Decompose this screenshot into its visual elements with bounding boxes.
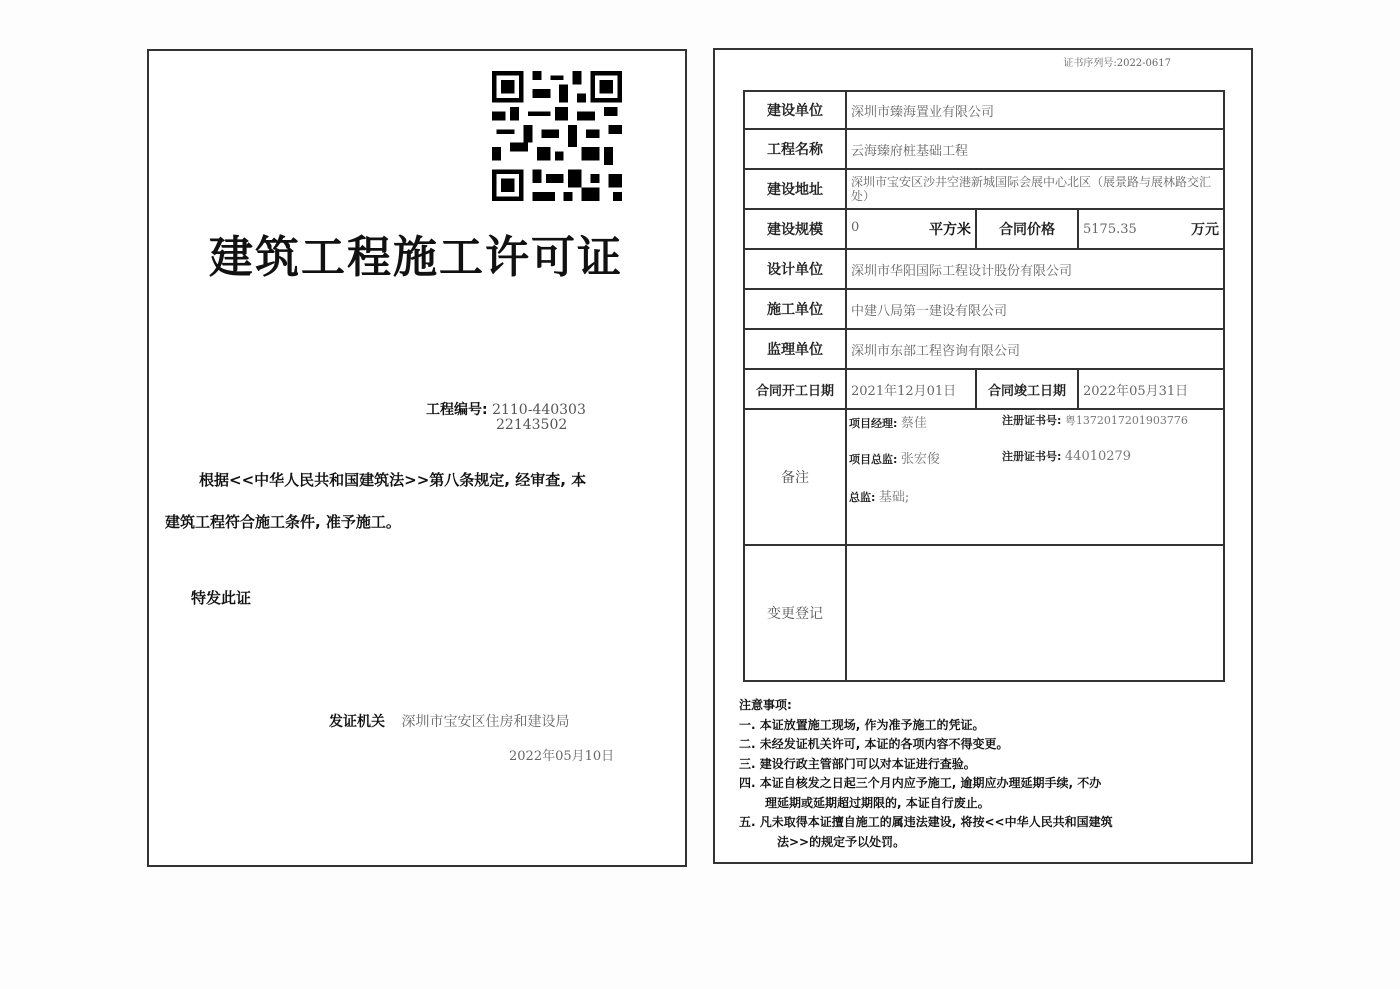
builder-value: 深圳市臻海置业有限公司 xyxy=(846,91,1224,129)
note-item: 五. 凡未取得本证擅自施工的属违法建设, 将按<<中华人民共和国建筑 xyxy=(739,815,1113,829)
chief-supervisor-cert: 注册证书号: 44010279 xyxy=(1002,449,1132,464)
start-date-value: 2021年12月01日 xyxy=(846,369,976,409)
notes-heading: 注意事项: xyxy=(739,698,792,712)
qr-code-icon xyxy=(492,71,622,201)
design-label: 设计单位 xyxy=(744,249,846,289)
scale-label: 建设规模 xyxy=(744,209,846,249)
address-label: 建设地址 xyxy=(744,169,846,209)
project-number-label: 工程编号: xyxy=(426,402,488,418)
permit-info-table xyxy=(743,90,1225,682)
scale-cell xyxy=(846,209,976,249)
table-row xyxy=(744,91,1224,129)
change-record-label: 变更登记 xyxy=(744,545,846,681)
issue-date: 2022年05月10日 xyxy=(509,749,615,764)
construction-value: 中建八局第一建设有限公司 xyxy=(846,289,1224,329)
project-manager-cert: 注册证书号: 粤1372017201903776 xyxy=(1002,414,1188,427)
table-row xyxy=(744,545,1224,681)
serial-value: 2022-0617 xyxy=(1116,58,1171,69)
table-row xyxy=(744,169,1224,209)
start-date-label: 合同开工日期 xyxy=(744,369,846,409)
note-item-continued: 理延期或延期超过期限的, 本证自行废止。 xyxy=(765,795,990,810)
address-value: 深圳市宝安区沙井空港新城国际会展中心北区（展景路与展林路交汇处） xyxy=(846,169,1224,209)
scale-unit: 平方米 xyxy=(929,222,971,238)
body-text-line-1: 根据<<中华人民共和国建筑法>>第八条规定, 经审查, 本 xyxy=(199,471,587,489)
scale-value: 0 xyxy=(851,220,860,235)
table-row xyxy=(744,129,1224,169)
note-item: 三. 建设行政主管部门可以对本证进行查验。 xyxy=(739,756,976,771)
serial-label: 证书序列号: xyxy=(1063,58,1117,69)
end-date-value: 2022年05月31日 xyxy=(1078,369,1224,409)
contract-price-unit: 万元 xyxy=(1165,209,1224,249)
serial-number xyxy=(1063,54,1171,69)
table-row xyxy=(744,369,1224,409)
table-row xyxy=(744,249,1224,289)
note-item-continued: 法>>的规定予以处罚。 xyxy=(777,834,906,849)
remarks-cell xyxy=(846,409,1224,545)
note-item: 四. 本证自核发之日起三个月内应予施工, 逾期应办理延期手续, 不办 xyxy=(739,776,1102,790)
chief-supervisor: 项目总监: 张宏俊 xyxy=(849,452,940,467)
permit-cover-page xyxy=(147,49,687,867)
design-value: 深圳市华阳国际工程设计股份有限公司 xyxy=(846,249,1224,289)
contract-price-value: 5175.35 xyxy=(1078,209,1165,249)
project-number xyxy=(426,399,586,433)
project-number-value-2: 22143502 xyxy=(496,417,568,433)
end-date-label: 合同竣工日期 xyxy=(976,369,1078,409)
issuer-label: 发证机关 xyxy=(329,714,385,730)
permit-details-page xyxy=(713,48,1253,864)
project-name-label: 工程名称 xyxy=(744,129,846,169)
supervision-value: 深圳市东部工程咨询有限公司 xyxy=(846,329,1224,369)
project-name-value: 云海臻府桩基础工程 xyxy=(846,129,1224,169)
remarks-label: 备注 xyxy=(744,409,846,545)
document-title: 建筑工程施工许可证 xyxy=(209,232,623,283)
project-number-value-1: 2110-440303 xyxy=(492,402,586,418)
table-row xyxy=(744,409,1224,545)
contract-price-label: 合同价格 xyxy=(976,209,1078,249)
issuing-authority xyxy=(329,711,569,731)
note-item: 二. 未经发证机关许可, 本证的各项内容不得变更。 xyxy=(739,737,1009,751)
construction-label: 施工单位 xyxy=(744,289,846,329)
body-text-line-2: 建筑工程符合施工条件, 准予施工。 xyxy=(165,513,401,531)
notes-section xyxy=(739,696,1113,852)
table-row xyxy=(744,329,1224,369)
change-record-value xyxy=(846,545,1224,681)
table-row xyxy=(744,289,1224,329)
note-item: 一. 本证放置施工现场, 作为准予施工的凭证。 xyxy=(739,717,985,732)
supervisor: 总监: 基础; xyxy=(849,490,910,505)
builder-label: 建设单位 xyxy=(744,91,846,129)
table-row xyxy=(744,209,1224,249)
issuer-value: 深圳市宝安区住房和建设局 xyxy=(401,714,570,730)
project-manager: 项目经理: 蔡佳 xyxy=(849,416,927,431)
special-issue-text: 特发此证 xyxy=(191,589,252,607)
supervision-label: 监理单位 xyxy=(744,329,846,369)
